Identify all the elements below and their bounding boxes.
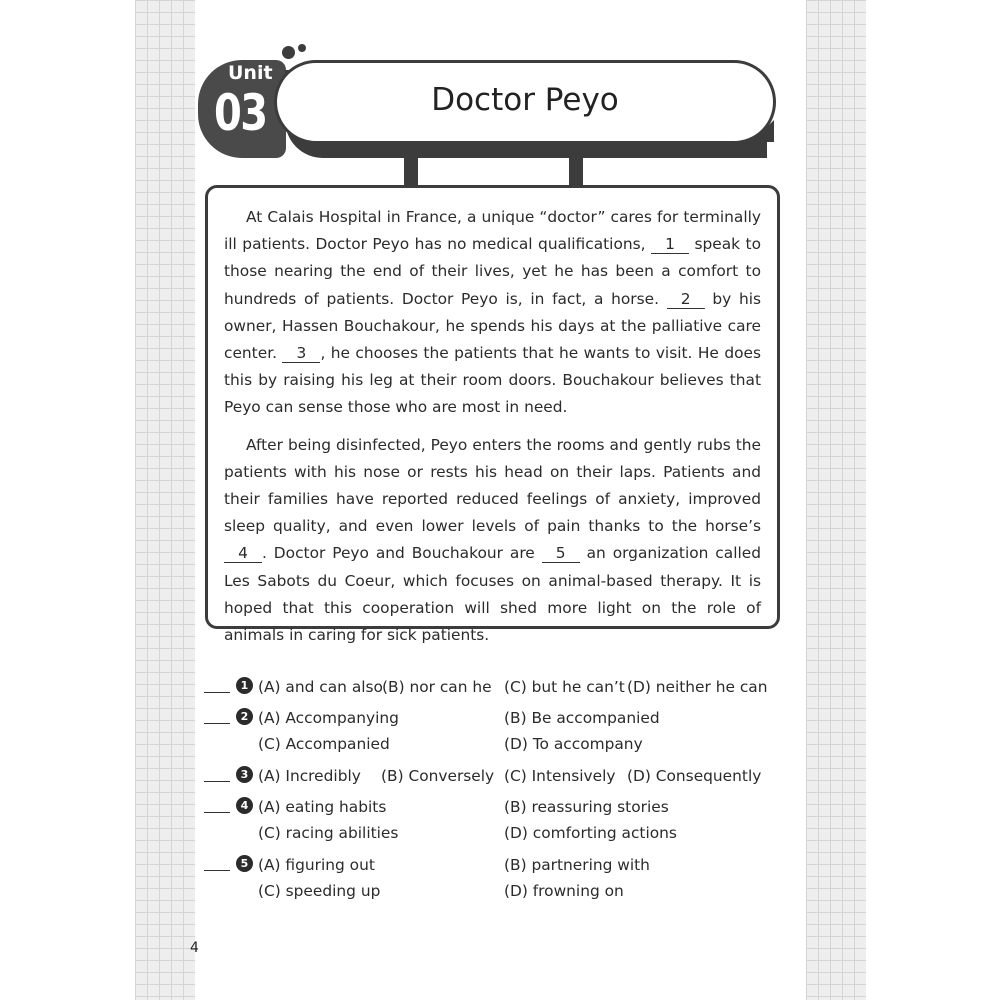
option-c: (C) racing abilities xyxy=(258,824,399,842)
question-2 xyxy=(204,709,784,761)
option-d: (D) frowning on xyxy=(504,882,624,900)
blank-1: 1 xyxy=(651,235,689,254)
blank-2: 2 xyxy=(667,290,705,309)
decor-dot-large xyxy=(282,46,295,59)
question-1 xyxy=(204,678,784,702)
option-b: (B) Conversely xyxy=(381,767,495,785)
question-number: 5 xyxy=(236,855,253,872)
question-number: 2 xyxy=(236,708,253,725)
option-b: (B) nor can he xyxy=(382,678,492,696)
answer-line[interactable] xyxy=(204,812,230,813)
option-a: (A) eating habits xyxy=(258,798,387,816)
option-a: (A) Accompanying xyxy=(258,709,399,727)
question-number: 3 xyxy=(236,766,253,783)
option-c: (C) speeding up xyxy=(258,882,381,900)
question-5 xyxy=(204,856,784,908)
passage-paragraph-2: After being disinfected, Peyo enters the rooms and gently rubs the patients with his nose or rests his head on their laps. Patients and their families have reported reduced feelings of anxiety, improved sleep quality, and even lower levels of pain thanks to the horse’s 4 . Doctor Peyo and Bouchakour are 5 an organization called Les Sabots du Coeur, which focuses on animal-based therapy. It is hoped that this cooperation will shed more light on the role of animals in caring for sick patients. xyxy=(224,435,761,645)
page-title: Doctor Peyo xyxy=(431,82,619,118)
unit-number: 03 xyxy=(214,84,267,142)
answer-line[interactable] xyxy=(204,870,230,871)
blank-5: 5 xyxy=(542,544,580,563)
left-grid-margin xyxy=(135,0,195,1000)
option-b: (B) Be accompanied xyxy=(504,709,660,727)
option-d: (D) To accompany xyxy=(504,735,643,753)
right-grid-margin xyxy=(806,0,866,1000)
option-d: (D) neither he can xyxy=(627,678,768,696)
answer-line[interactable] xyxy=(204,781,230,782)
question-3 xyxy=(204,767,784,791)
option-a: (A) and can also xyxy=(258,678,383,696)
passage-paragraph-1: At Calais Hospital in France, a unique “doctor” cares for terminally ill patients. Doctor Peyo has no medical qualifications, 1 speak to those nearing the end of their lives, yet he has been a comfort to hundreds of patients. Doctor Peyo is, in fact, a horse. 2 by his owner, Hassen Bouchakour, he spends his days at the palliative care center. 3 , he chooses the patients that he wants to visit. He does this by raising his leg at their room doors. Bouchakour believes that Peyo can sense those who are most in need. xyxy=(224,208,762,417)
option-c: (C) Accompanied xyxy=(258,735,390,753)
answer-line[interactable] xyxy=(204,692,230,693)
option-c: (C) but he can’t xyxy=(504,678,625,696)
banner-post-left xyxy=(404,158,418,186)
banner-post-right xyxy=(569,158,583,186)
unit-label: Unit xyxy=(228,62,273,84)
option-d: (D) Consequently xyxy=(627,767,762,785)
reading-passage xyxy=(205,185,780,645)
option-d: (D) comforting actions xyxy=(504,824,677,842)
option-c: (C) Intensively xyxy=(504,767,616,785)
question-number: 4 xyxy=(236,797,253,814)
blank-4: 4 xyxy=(224,544,262,563)
option-b: (B) reassuring stories xyxy=(504,798,669,816)
page-number: 4 xyxy=(190,940,199,956)
question-number: 1 xyxy=(236,677,253,694)
answer-line[interactable] xyxy=(204,723,230,724)
option-a: (A) Incredibly xyxy=(258,767,361,785)
decor-dot-small xyxy=(298,44,306,52)
question-4 xyxy=(204,798,784,850)
option-b: (B) partnering with xyxy=(504,856,650,874)
option-a: (A) figuring out xyxy=(258,856,375,874)
blank-3: 3 xyxy=(282,344,320,363)
